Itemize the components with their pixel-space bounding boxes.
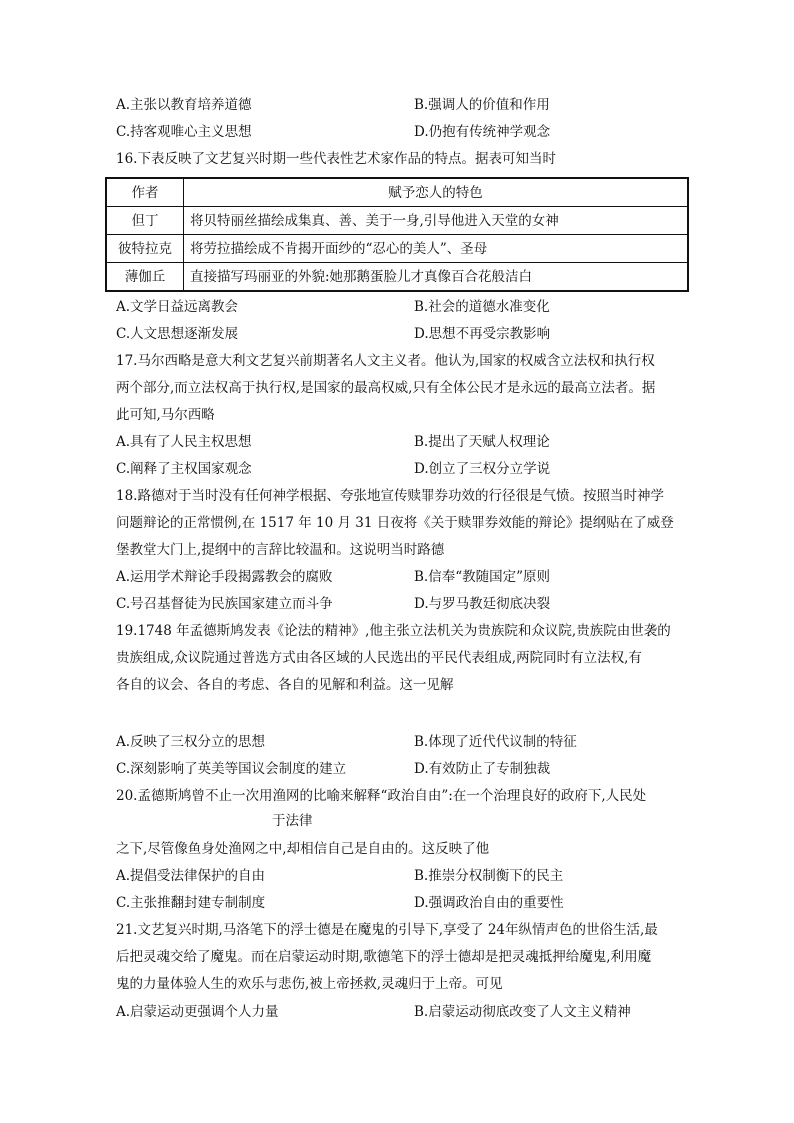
q16-stem: 16.下表反映了文艺复兴时期一些代表性艺术家作品的特点。据表可知当时 [116,151,556,167]
q19-stem-line: 19.1748 年孟德斯鸠发表《论法的精神》,他主张立法机关为贵族院和众议院,贵族院由世袭的 [116,623,671,639]
q21-stem-line: 鬼的力量体验人生的欢乐与悲伤,被上帝拯救,灵魂归于上帝。可见 [116,976,503,992]
q15-option-a: A.主张以教育培养道德 [116,97,252,113]
q19-option-c: C.深刻影响了英美等国议会制度的建立 [116,761,347,777]
q15-option-d: D.仍抱有传统神学观念 [414,124,551,140]
table-header-author: 作者 [106,178,184,207]
q16-option-b: B.社会的道德水准变化 [414,299,550,315]
q19-option-b: B.体现了近代代议制的特征 [414,734,577,750]
q17-stem-line: 17.马尔西略是意大利文艺复兴前期著名人文主义者。他认为,国家的权威含立法权和执行权 [116,353,655,369]
q18-option-a: A.运用学术辩论手段揭露教会的腐败 [116,569,333,585]
q17-stem-line: 此可知,马尔西略 [116,407,215,423]
q18-stem-line: 18.路德对于当时没有任何神学根据、夸张地宣传赎罪券功效的行径很是气愤。按照当时神学 [116,488,664,504]
q17-stem-line: 两个部分,而立法权高于执行权,是国家的最高权威,只有全体公民才是永远的最高立法者。据 [116,380,656,396]
q18-stem-line: 问题辩论的正常惯例,在 1517 年 10 月 31 日夜将《关于赎罪券效能的辩论》提纲贴在了威登 [116,515,674,531]
q18-stem-line: 堡教堂大门上,提纲中的言辞比较温和。这说明当时路德 [116,542,445,558]
q19-option-a: A.反映了三权分立的思想 [116,734,266,750]
q16-table [105,177,689,292]
q20-option-d: D.强调政治自由的重要性 [414,895,564,911]
q21-option-a: A.启蒙运动更强调个人力量 [116,1004,279,1020]
table-row [106,207,688,235]
q16-option-c: C.人文思想逐渐发展 [116,326,239,342]
q19-option-d: D.有效防止了专制独裁 [414,761,551,777]
q15-option-b: B.强调人的价值和作用 [414,97,550,113]
q18-option-c: C.号召基督徒为民族国家建立而斗争 [116,596,333,612]
table-cell-author: 彼特拉克 [106,235,184,263]
q19-stem-line: 贵族组成,众议院通过普选方式由各区域的人民选出的平民代表组成,两院同时有立法权,有 [116,650,642,666]
q20-stem-line: 20.孟德斯鸠曾不止一次用渔网的比喻来解释“政治自由”:在一个治理良好的政府下,人民处 [116,788,647,804]
q18-option-b: B.信奉“教随国定”原则 [414,569,551,585]
q21-stem-line: 后把灵魂交给了魔鬼。而在启蒙运动时期,歌德笔下的浮士德却是把灵魂抵押给魔鬼,利用魔 [116,949,652,965]
q16-option-a: A.文学日益远离教会 [116,299,239,315]
table-row [106,235,688,263]
table-cell-feature: 将贝特丽丝描绘成集真、善、美于一身,引导他进入天堂的女神 [184,207,689,235]
q17-option-c: C.阐释了主权国家观念 [116,461,252,477]
q17-option-a: A.具有了人民主权思想 [116,434,252,450]
q21-option-b: B.启蒙运动彻底改变了人文主义精神 [414,1004,631,1020]
table-cell-feature: 直接描写玛丽亚的外貌:她那鹅蛋脸儿才真像百合花般洁白 [184,263,689,292]
table-cell-author: 但丁 [106,207,184,235]
q16-option-d: D.思想不再受宗教影响 [414,326,551,342]
table-cell-feature: 将劳拉描绘成不肯揭开面纱的“忍心的美人”、圣母 [184,235,689,263]
table-row [106,263,688,292]
q20-stem-line: 之下,尽管像鱼身处渔网之中,却相信自己是自由的。这反映了他 [116,841,490,857]
q19-stem-line: 各自的议会、各自的考虑、各自的见解和利益。这一见解 [116,677,454,693]
table-header-row [106,178,688,207]
q17-option-d: D.创立了三权分立学说 [414,461,551,477]
q15-option-c: C.持客观唯心主义思想 [116,124,252,140]
q20-option-b: B.推崇分权制衡下的民主 [414,868,564,884]
q17-option-b: B.提出了天赋人权理论 [414,434,550,450]
table-cell-author: 薄伽丘 [106,263,184,292]
q18-option-d: D.与罗马教廷彻底决裂 [414,596,551,612]
table-header-feature: 赋予恋人的特色 [184,178,689,207]
q21-stem-line: 21.文艺复兴时期,马洛笔下的浮士德是在魔鬼的引导下,享受了 24年纵情声色的世俗生活,最 [116,922,658,938]
q20-stem-line: 于法律 [272,813,313,829]
q20-option-a: A.提倡受法律保护的自由 [116,868,266,884]
q20-option-c: C.主张推翻封建专制制度 [116,895,266,911]
